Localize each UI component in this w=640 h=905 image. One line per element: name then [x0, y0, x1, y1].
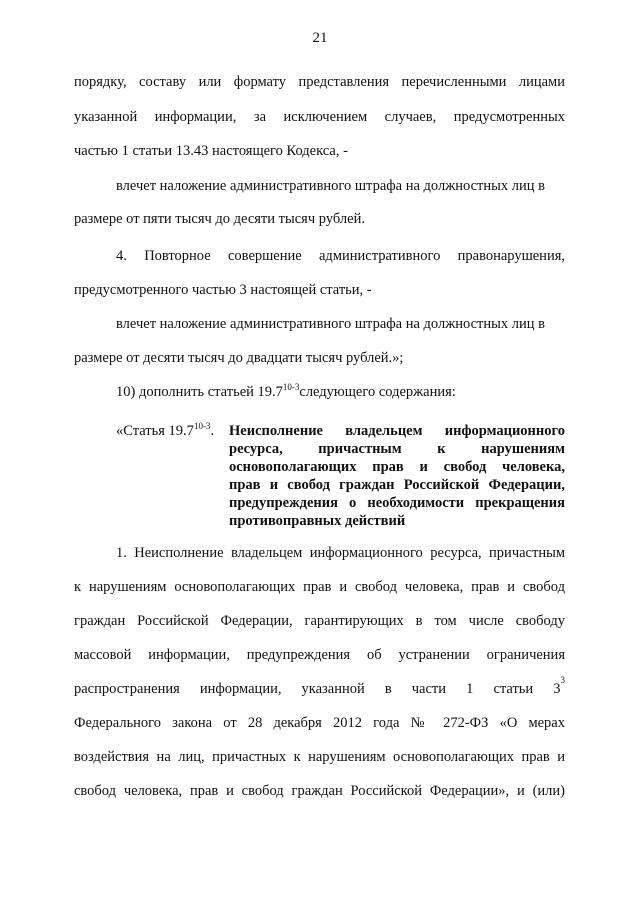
text-line: влечет наложение административного штрафа на должностных лиц в	[116, 178, 545, 194]
text-line: размере от десяти тысяч до двадцати тысяч рублей.»;	[74, 350, 404, 366]
article-title-line: прав и свобод граждан Российской Федерации,	[229, 477, 565, 493]
amendment-text: следующего содержания:	[299, 384, 456, 400]
text-line: массовой информации, предупреждения об устранении ограничения	[74, 647, 565, 663]
text-line: влечет наложение административного штрафа на должностных лиц в	[116, 316, 545, 332]
article-title-line: ресурса, причастным к нарушениям	[229, 441, 565, 457]
page-number: 21	[312, 30, 328, 46]
text-line: частью 1 статьи 13.43 настоящего Кодекса, -	[74, 143, 348, 159]
article-title-line: Неисполнение владельцем информационного	[229, 423, 565, 439]
text-line: размере от пяти тысяч до десяти тысяч рублей.	[74, 211, 365, 227]
text-line: 1. Неисполнение владельцем информационного ресурса, причастным	[116, 545, 565, 561]
superscript: 10-3	[193, 421, 211, 432]
text-line: предусмотренного частью 3 настоящей статьи, -	[74, 282, 372, 298]
superscript: 3	[560, 675, 565, 685]
amendment-text: 10) дополнить статьей 19.7	[116, 384, 283, 400]
article-label: «Статья 19.7	[116, 423, 194, 439]
text-line: порядку, составу или формату представления перечисленными лицами	[74, 74, 565, 90]
text-line: указанной информации, за исключением случаев, предусмотренных	[74, 109, 565, 125]
article-dot: .	[210, 423, 215, 439]
article-title-line: основополагающих прав и свобод человека,	[229, 459, 565, 475]
text-line: к нарушениям основополагающих прав и свобод человека, прав и свобод	[74, 579, 565, 595]
text-line	[74, 675, 565, 698]
article-number	[116, 422, 214, 440]
text-segment: распространения информации, указанной в части 1 статьи 3	[74, 681, 561, 697]
superscript: 10-3	[282, 382, 300, 393]
text-line: Федерального закона от 28 декабря 2012 года № 272-ФЗ «О мерах	[74, 715, 565, 731]
article-title-line: противоправных действий	[229, 513, 406, 529]
text-line: граждан Российской Федерации, гарантирующих в том числе свободу	[74, 613, 565, 629]
text-line: свобод человека, прав и свобод граждан Российской Федерации», и (или)	[74, 783, 565, 799]
amendment-line	[116, 383, 456, 401]
text-line: воздействия на лиц, причастных к нарушениям основополагающих прав и	[74, 749, 565, 765]
text-line: 4. Повторное совершение административного правонарушения,	[116, 248, 565, 264]
article-title-line: предупреждения о необходимости прекращения	[229, 495, 565, 511]
